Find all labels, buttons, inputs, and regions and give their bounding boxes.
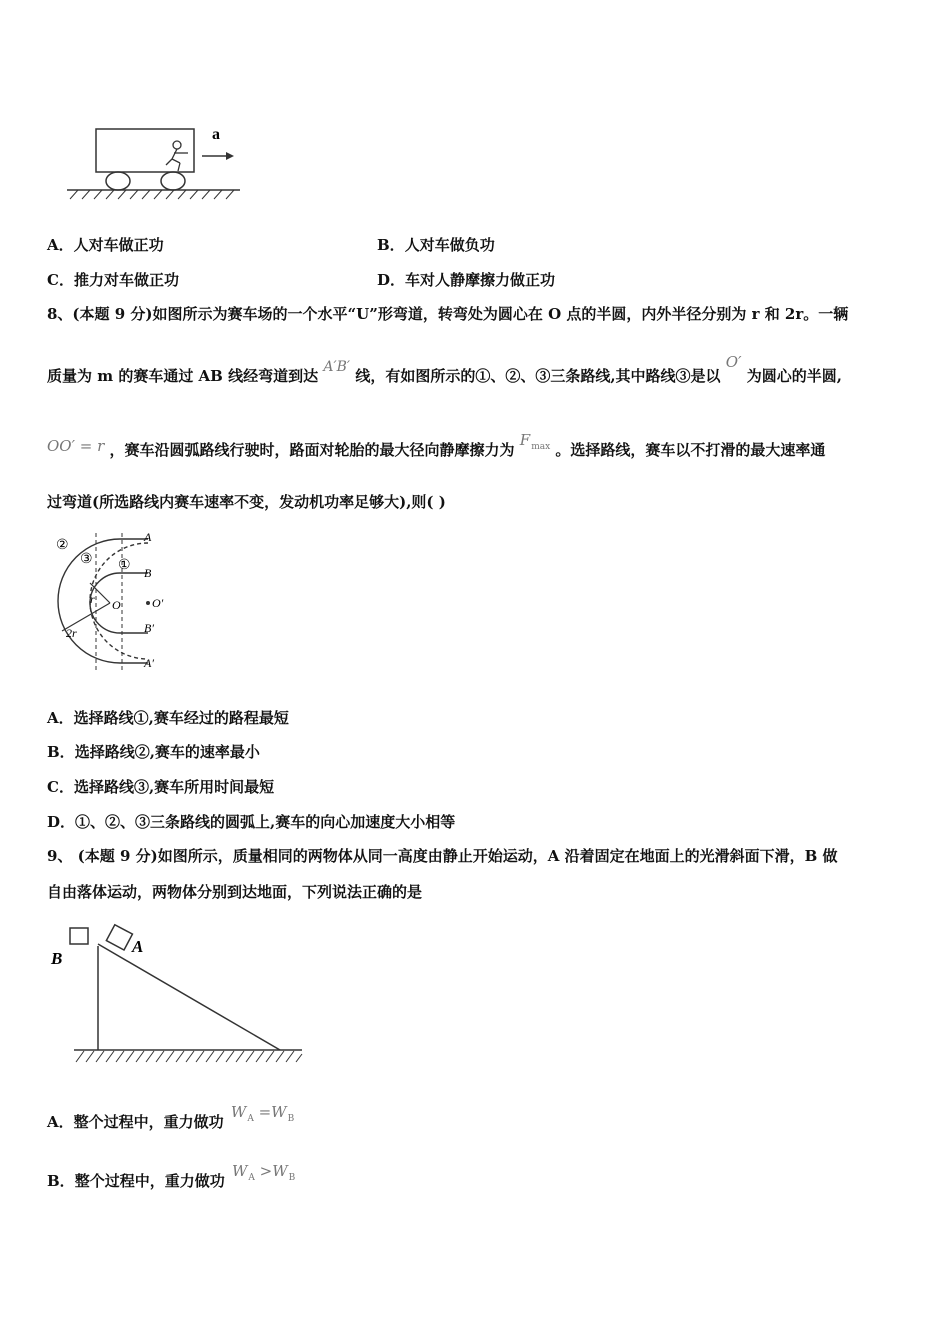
point-a-label: A (144, 530, 152, 544)
block-b (70, 928, 88, 944)
q7-option-c[interactable]: C．推力对车做正功 (47, 271, 179, 289)
q8-option-b[interactable]: B．选择路线②,赛车的速率最小 (47, 743, 260, 761)
math-ab-prime: A′B′ (323, 359, 351, 375)
q8-stem-line3: OO′ = r ，赛车沿圆弧路线行驶时，路面对轮胎的最大径向静摩擦力为 $F_{max}$ 。选择路线，赛车以不打滑的最大速率通 (47, 431, 826, 459)
q8-stem-line4: 过弯道(所选路线内赛车速率不变，发动机功率足够大),则( ) (47, 493, 446, 511)
math-oo-prime: OO′ = r (47, 437, 105, 455)
cart-wheel-left (106, 172, 130, 190)
accel-label: a (212, 126, 220, 143)
outer-track (58, 539, 148, 663)
radius-2r-label: 2r (66, 626, 77, 640)
block-a-label: A (132, 937, 144, 956)
point-b-prime-label: B′ (144, 621, 154, 635)
q8-track-figure (40, 525, 175, 675)
q8-stem-line1: 8、(本题 9 分)如图所示为赛车场的一个水平“U”形弯道，转弯处为圆心在 O 点的半圆，内外半径分别为 r 和 2r。一辆 (47, 305, 849, 323)
q7-option-a[interactable]: A．人对车做正功 (47, 236, 164, 254)
block-b-label: B (51, 949, 63, 968)
ground-hatch (76, 1051, 302, 1062)
point-o-label: O (112, 598, 121, 612)
q9-option-a[interactable]: A．整个过程中，重力做功 $W_A =W_B$ (47, 1103, 295, 1131)
q8-option-a[interactable]: A．选择路线①,赛车经过的路程最短 (47, 709, 289, 727)
route2-label: ② (56, 538, 69, 553)
route1-label: ① (118, 558, 131, 573)
q8-stem-line2: 质量为 m 的赛车通过 AB 线经弯道到达 A′B′ 线，有如图所示的①、②、③三条路线,其中路线③是以 O′ 为圆心的半圆, (47, 353, 842, 385)
cart-wheel-right (161, 172, 185, 190)
q9-stem-line2: 自由落体运动，两物体分别到达地面，下列说法正确的是 (47, 883, 423, 901)
incline-surface (98, 944, 280, 1050)
accel-arrow-head (226, 152, 234, 160)
q7-cart-figure (62, 115, 252, 210)
math-wa-gt-wb: $W_A >W_B$ (231, 1162, 296, 1183)
q7-option-b[interactable]: B．人对车做负功 (377, 236, 495, 254)
q9-option-b[interactable]: B．整个过程中，重力做功 $W_A >W_B$ (47, 1162, 296, 1190)
q9-incline-figure (48, 920, 308, 1070)
point-b-label: B (144, 566, 152, 580)
ground-hatch (70, 190, 234, 199)
q7-option-d[interactable]: D．车对人静摩擦力做正功 (377, 271, 556, 289)
center-o-prime-dot (146, 601, 150, 605)
q8-option-d[interactable]: D．①、②、③三条路线的圆弧上,赛车的向心加速度大小相等 (47, 813, 456, 831)
q8-option-c[interactable]: C．选择路线③,赛车所用时间最短 (47, 778, 275, 796)
math-o-prime: O′ (725, 353, 742, 371)
q9-stem-line1: 9、 (本题 9 分)如图所示，质量相同的两物体从同一高度由静止开始运动，A 沿着固定在地面上的光滑斜面下滑，B 做 (47, 847, 838, 865)
person-figure (166, 141, 188, 171)
math-f-max: $F_{max}$ (519, 431, 551, 452)
point-o-prime-label: O′ (152, 596, 164, 610)
route3-label: ③ (80, 552, 93, 567)
math-wa-eq-wb: $W_A =W_B$ (230, 1103, 295, 1124)
point-a-prime-label: A′ (144, 656, 154, 670)
block-a (106, 925, 132, 950)
radius-r-label: r (90, 592, 95, 606)
